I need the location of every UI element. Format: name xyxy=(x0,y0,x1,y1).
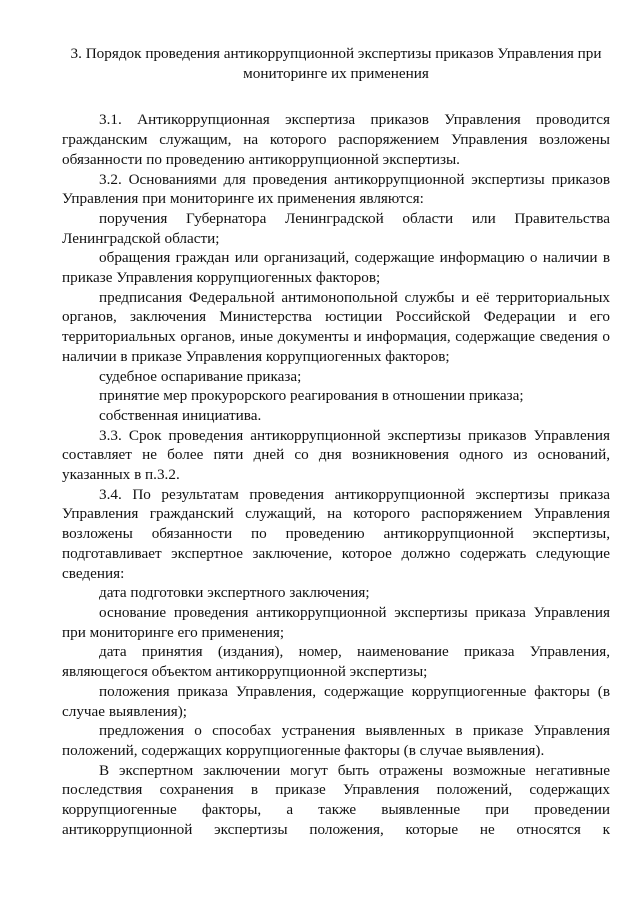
paragraph-3-1: 3.1. Антикоррупционная экспертиза приказов Управления проводится гражданским служащим, на которого распоряжением Управления возложены обязанности по проведению антикоррупционной экспертизы. xyxy=(62,111,610,168)
list-item-conclusion-date: дата подготовки экспертного заключения; xyxy=(99,584,370,602)
list-item-corruption-provisions: положения приказа Управления, содержащие коррупциогенные факторы (в случае выявления); xyxy=(62,682,610,720)
list-item-citizen-appeals: обращения граждан или организаций, содержащие информацию о наличии в приказе Управления коррупциогенных факторов; xyxy=(62,249,610,287)
paragraph-3-4: 3.4. По результатам проведения антикоррупционной экспертизы приказа Управления гражданский служащий, на которого распоряжением Управления возложены обязанности по проведению антикоррупционной экспертизы, подготавливает экспертное заключение, которое должно содержать следующие сведения: xyxy=(62,485,610,582)
list-item-order-details: дата принятия (издания), номер, наименование приказа Управления, являющегося объектом антикоррупционной экспертизы; xyxy=(62,643,610,681)
document-page xyxy=(62,44,610,839)
list-item-antimonopoly-orders: предписания Федеральной антимонопольной службы и её территориальных органов, заключения Министерства юстиции Российской Федерации и его территориальных органов, иные документы и информация, содержащие сведения о наличии в приказе Управления коррупциогенных факторов; xyxy=(62,288,610,365)
list-item-own-initiative: собственная инициатива. xyxy=(99,406,262,424)
paragraph-3-2: 3.2. Основаниями для проведения антикоррупционной экспертизы приказов Управления при мониторинге их применения являются: xyxy=(62,170,610,208)
list-item-elimination-proposals: предложения о способах устранения выявленных в приказе Управления положений, содержащих коррупциогенные факторы (в случае выявления). xyxy=(62,722,610,759)
list-item-court-challenge: судебное оспаривание приказа; xyxy=(99,367,302,385)
list-item-governor-orders: поручения Губернатора Ленинградской области или Правительства Ленинградской области; xyxy=(62,209,610,247)
section-title: 3. Порядок проведения антикоррупционной экспертизы приказов Управления при мониторинге их применения xyxy=(70,45,602,82)
paragraph-negative-consequences: В экспертном заключении могут быть отражены возможные негативные последствия сохранения в приказе Управления положений, содержащих коррупциогенные факторы, а также выявленные при проведении антикоррупционной экспертизы положения, которые не относятся к xyxy=(62,761,610,838)
list-item-expertise-basis: основание проведения антикоррупционной экспертизы приказа Управления при мониторинге его применения; xyxy=(62,603,610,641)
paragraph-3-3: 3.3. Срок проведения антикоррупционной экспертизы приказов Управления составляет не более пяти дней со дня возникновения одного из оснований, указанных в п.3.2. xyxy=(62,426,610,484)
list-item-prosecutor-measures: принятие мер прокурорского реагирования в отношении приказа; xyxy=(99,387,524,405)
